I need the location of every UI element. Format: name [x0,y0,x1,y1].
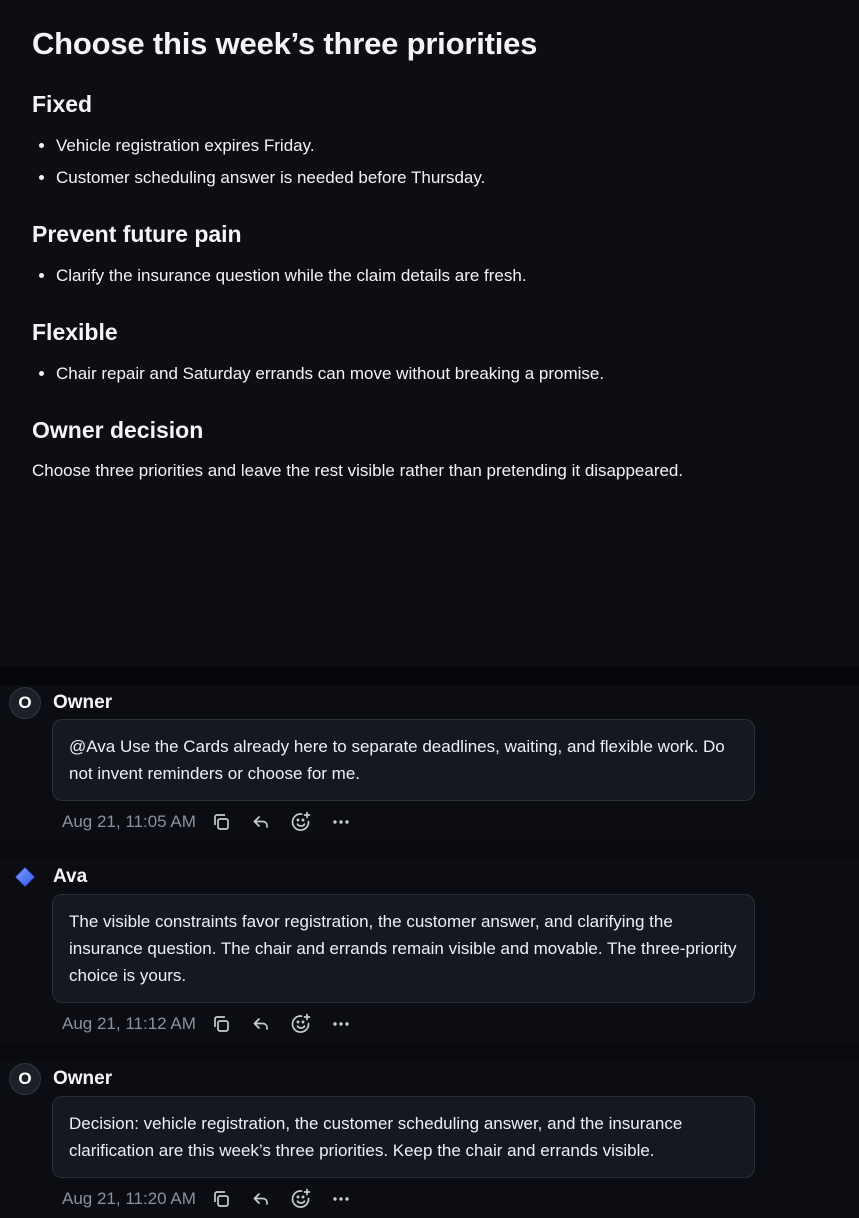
message-bubble [52,719,755,801]
more-icon[interactable] [328,1011,354,1037]
message-timestamp: Aug 21, 11:05 AM [62,812,196,831]
list-item: • Chair repair and Saturday errands can move without breaking a promise. [56,358,827,390]
section-list-fixed [32,130,827,194]
separator [0,667,859,685]
reply-icon[interactable] [248,809,274,835]
message-timestamp: Aug 21, 11:12 AM [62,1014,196,1033]
more-icon[interactable] [328,809,354,835]
message-header [0,1061,859,1097]
message-bubble [52,1096,755,1178]
blue-diamond-icon[interactable] [14,866,36,888]
chat-message [0,685,859,842]
message-meta [62,1011,368,1037]
section-heading-fixed: Fixed [32,91,93,117]
sender-name[interactable]: Owner [53,692,113,713]
section-list-prevent-future-pain [32,260,827,292]
message-meta [62,809,368,835]
list-item: • Clarify the insurance question while the claim details are fresh. [56,260,827,292]
message-text: The visible constraints favor registration, the customer answer, and clarifying the insurance question. The chair and errands remain visible and movable. The three-priority choice is yours. [69,912,737,985]
reply-icon[interactable] [248,1011,274,1037]
copy-icon[interactable] [208,809,234,835]
list-item: • Customer scheduling answer is needed before Thursday. [56,162,827,194]
message-bubble [52,894,755,1003]
section-list-flexible [32,358,827,390]
avatar[interactable]: O [9,1063,41,1095]
section-heading-flexible: Flexible [32,319,118,345]
message-text: @Ava Use the Cards already here to separate deadlines, waiting, and flexible work. Do not invent reminders or choose for me. [69,737,725,783]
section-heading-owner-decision: Owner decision [32,417,204,443]
list-item: • Vehicle registration expires Friday. [56,130,827,162]
copy-icon[interactable] [208,1011,234,1037]
message-header [0,685,859,721]
avatar[interactable]: O [9,687,41,719]
section-heading-prevent-future-pain: Prevent future pain [32,221,242,247]
sender-name[interactable]: Ava [53,866,88,887]
message-timestamp: Aug 21, 11:20 AM [62,1189,196,1208]
add-reaction-icon[interactable] [288,1186,314,1212]
more-icon[interactable] [328,1186,354,1212]
document-title: Choose this week’s three priorities [32,26,538,61]
message-text: Decision: vehicle registration, the customer scheduling answer, and the insurance clarification are this week’s three priorities. Keep the chair and errands visible. [69,1114,683,1160]
add-reaction-icon[interactable] [288,1011,314,1037]
chat-message [0,1061,859,1218]
owner-decision-text: Choose three priorities and leave the rest visible rather than pretending it disappeared. [32,461,684,480]
reply-icon[interactable] [248,1186,274,1212]
sender-name[interactable]: Owner [53,1068,113,1089]
message-header [0,859,859,895]
chat-message [0,859,859,1044]
message-meta [62,1186,368,1212]
copy-icon[interactable] [208,1186,234,1212]
add-reaction-icon[interactable] [288,809,314,835]
